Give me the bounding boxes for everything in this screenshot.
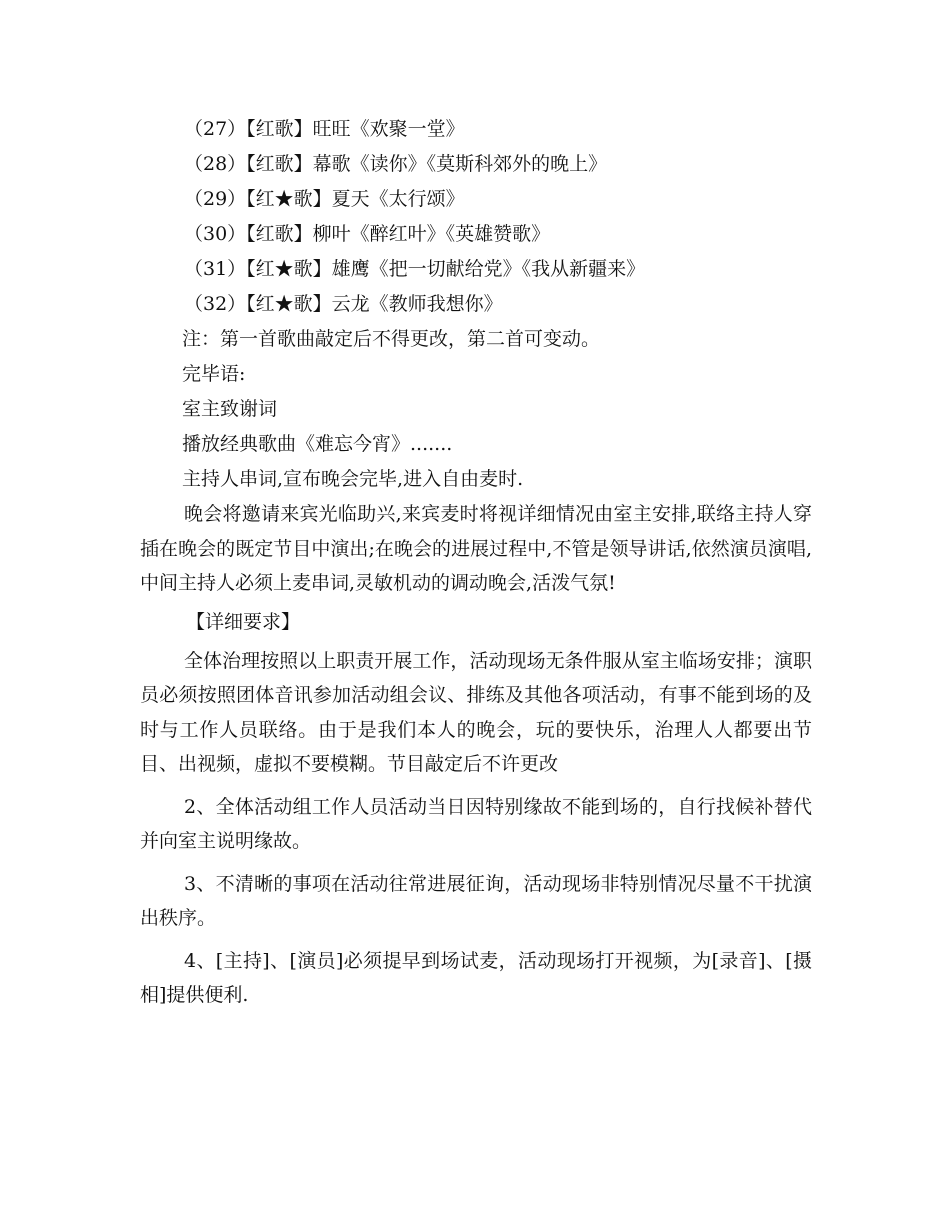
requirement-paragraph: 2、全体活动组工作人员活动当日因特别缘故不能到场的，自行找候补替代并向室主说明缘故。: [140, 795, 812, 852]
requirement-paragraph: 3、不清晰的事项在活动往常进展征询，活动现场非特别情况尽量不干扰演出秩序。: [140, 872, 812, 929]
requirement-paragraph: 全体治理按照以上职责开展工作，活动现场无条件服从室主临场安排；演职员必须按照团体音讯参加活动组会议、排练及其他各项活动，有事不能到场的及时与工作人员联络。由于是我们本人的晚会，玩的要快乐，治理人人都要出节目、出视频，虚拟不要模糊。节目敲定后不许更改: [140, 649, 812, 775]
song-list-item: （28）【红歌】幕歌《读你》《莫斯科郊外的晚上》: [184, 153, 608, 175]
song-list-item: （32）【红★歌】云龙《教师我想你》: [184, 293, 503, 315]
note-text: 注：第一首歌曲敲定后不得更改，第二首可变动。: [182, 328, 601, 350]
closing-item: 播放经典歌曲《难忘今宵》.......: [182, 433, 453, 455]
document-page: [140, 112, 812, 1013]
closing-label: 完毕语:: [182, 363, 246, 385]
song-list-item: （27）【红歌】旺旺《欢聚一堂》: [184, 118, 465, 140]
closing-item: 室主致谢词: [182, 398, 278, 420]
requirements-heading: 【详细要求】: [186, 610, 301, 633]
requirement-paragraph: 4、[主持]、[演员]必须提早到场试麦，活动现场打开视频，为[录音]、[摄相]提供便利.: [140, 949, 812, 1006]
song-list: [140, 112, 812, 322]
song-list-item: （31）【红★歌】雄鹰《把一切献给党》《我从新疆来》: [184, 258, 646, 280]
song-list-item: （30）【红歌】柳叶《醉红叶》《英雄赞歌》: [184, 223, 551, 245]
guest-paragraph: 晚会将邀请来宾光临助兴,来宾麦时将视详细情况由室主安排,联络主持人穿插在晚会的既定节目中演出;在晚会的进展过程中,不管是领导讲话,依然演员演唱,中间主持人必须上麦串词,灵敏机动的调动晚会,活泼气氛!: [140, 503, 812, 594]
closing-item: 主持人串词,宣布晚会完毕,进入自由麦时.: [182, 468, 524, 490]
song-list-item: （29）【红★歌】夏天《太行颂》: [184, 188, 465, 210]
